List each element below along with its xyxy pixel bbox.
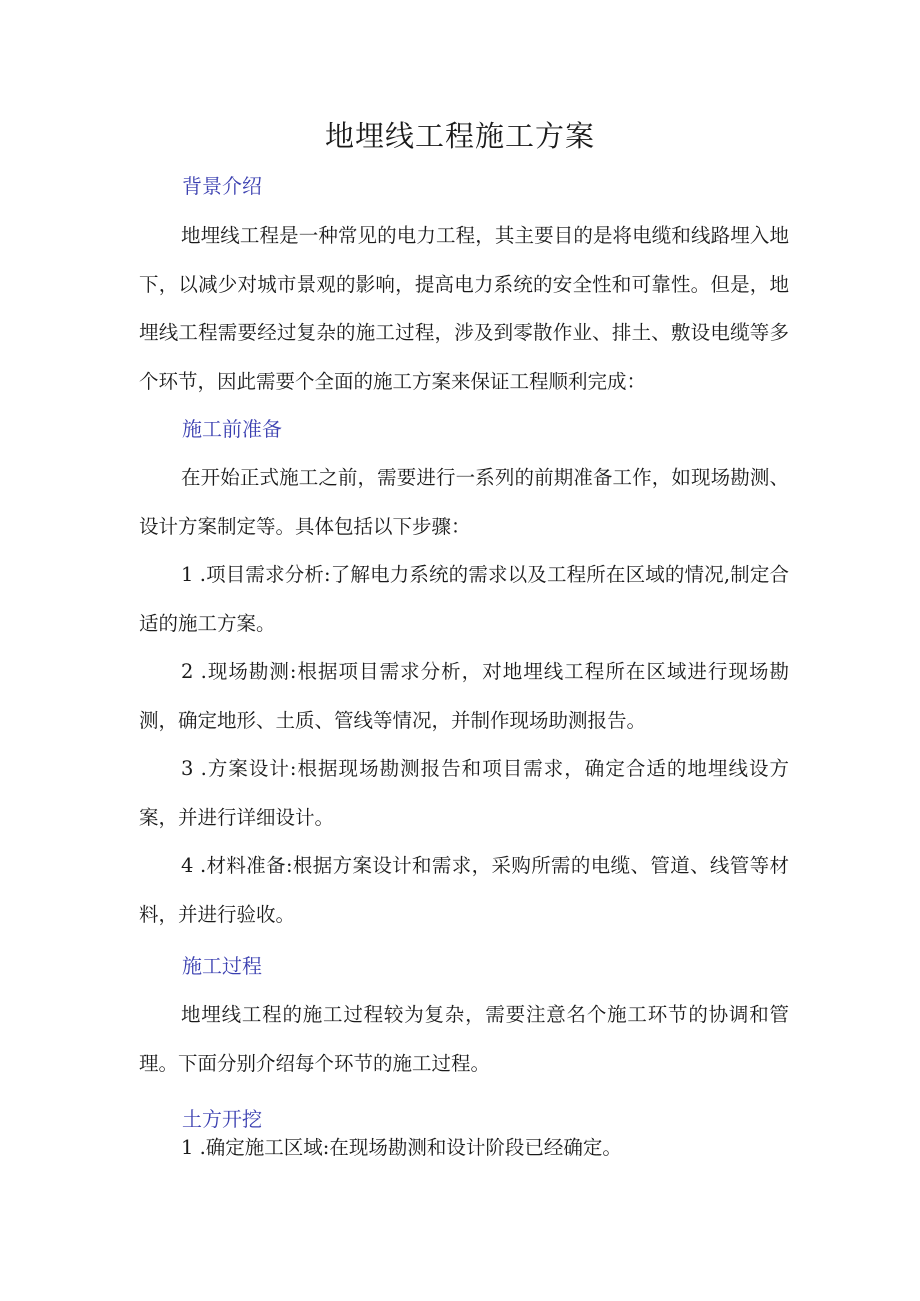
section-heading-process: 施工过程 [182, 954, 262, 978]
section-heading-background: 背景介绍 [182, 174, 262, 198]
paragraph-background: 地埋线工程是一种常见的电力工程，其主要目的是将电缆和线路埋入地下，以减少对城市景观的影响，提高电力系统的安全性和可靠性。但是，地埋线工程需要经过复杂的施工过程，涉及到零散作业、排土、敷设电缆等多个环节，因此需要个全面的施工方案来保证工程顺利完成： [139, 224, 789, 393]
section-heading-excavation: 土方开挖 [182, 1107, 262, 1131]
section-heading-preparation: 施工前准备 [182, 417, 282, 441]
paragraph-process: 地埋线工程的施工过程较为复杂，需要注意名个施工环节的协调和管理。下面分别介绍每个环节的施工过程。 [139, 1003, 789, 1075]
list-item-prep-step-1: 1 .项目需求分析:了解电力系统的需求以及工程所在区域的情况,制定合适的施工方案。 [139, 563, 789, 635]
document-title: 地埋线工程施工方案 [324, 119, 595, 153]
list-item-excavation-step-1: 1 .确定施工区域:在现场勘测和设计阶段已经确定。 [181, 1136, 622, 1159]
list-item-prep-step-4: 4 .材料准备:根据方案设计和需求，采购所需的电缆、管道、线管等材料，并进行验收。 [139, 854, 789, 926]
list-item-prep-step-3: 3 .方案设计:根据现场勘测报告和项目需求，确定合适的地埋线设方案，并进行详细设计。 [139, 757, 789, 829]
list-item-prep-step-2: 2 .现场勘测:根据项目需求分析，对地埋线工程所在区域进行现场勘测，确定地形、土质、管线等情况，并制作现场助测报告。 [139, 660, 789, 732]
paragraph-preparation: 在开始正式施工之前，需要进行一系列的前期准备工作，如现场勘测、设计方案制定等。具体包括以下步骤： [139, 466, 789, 538]
